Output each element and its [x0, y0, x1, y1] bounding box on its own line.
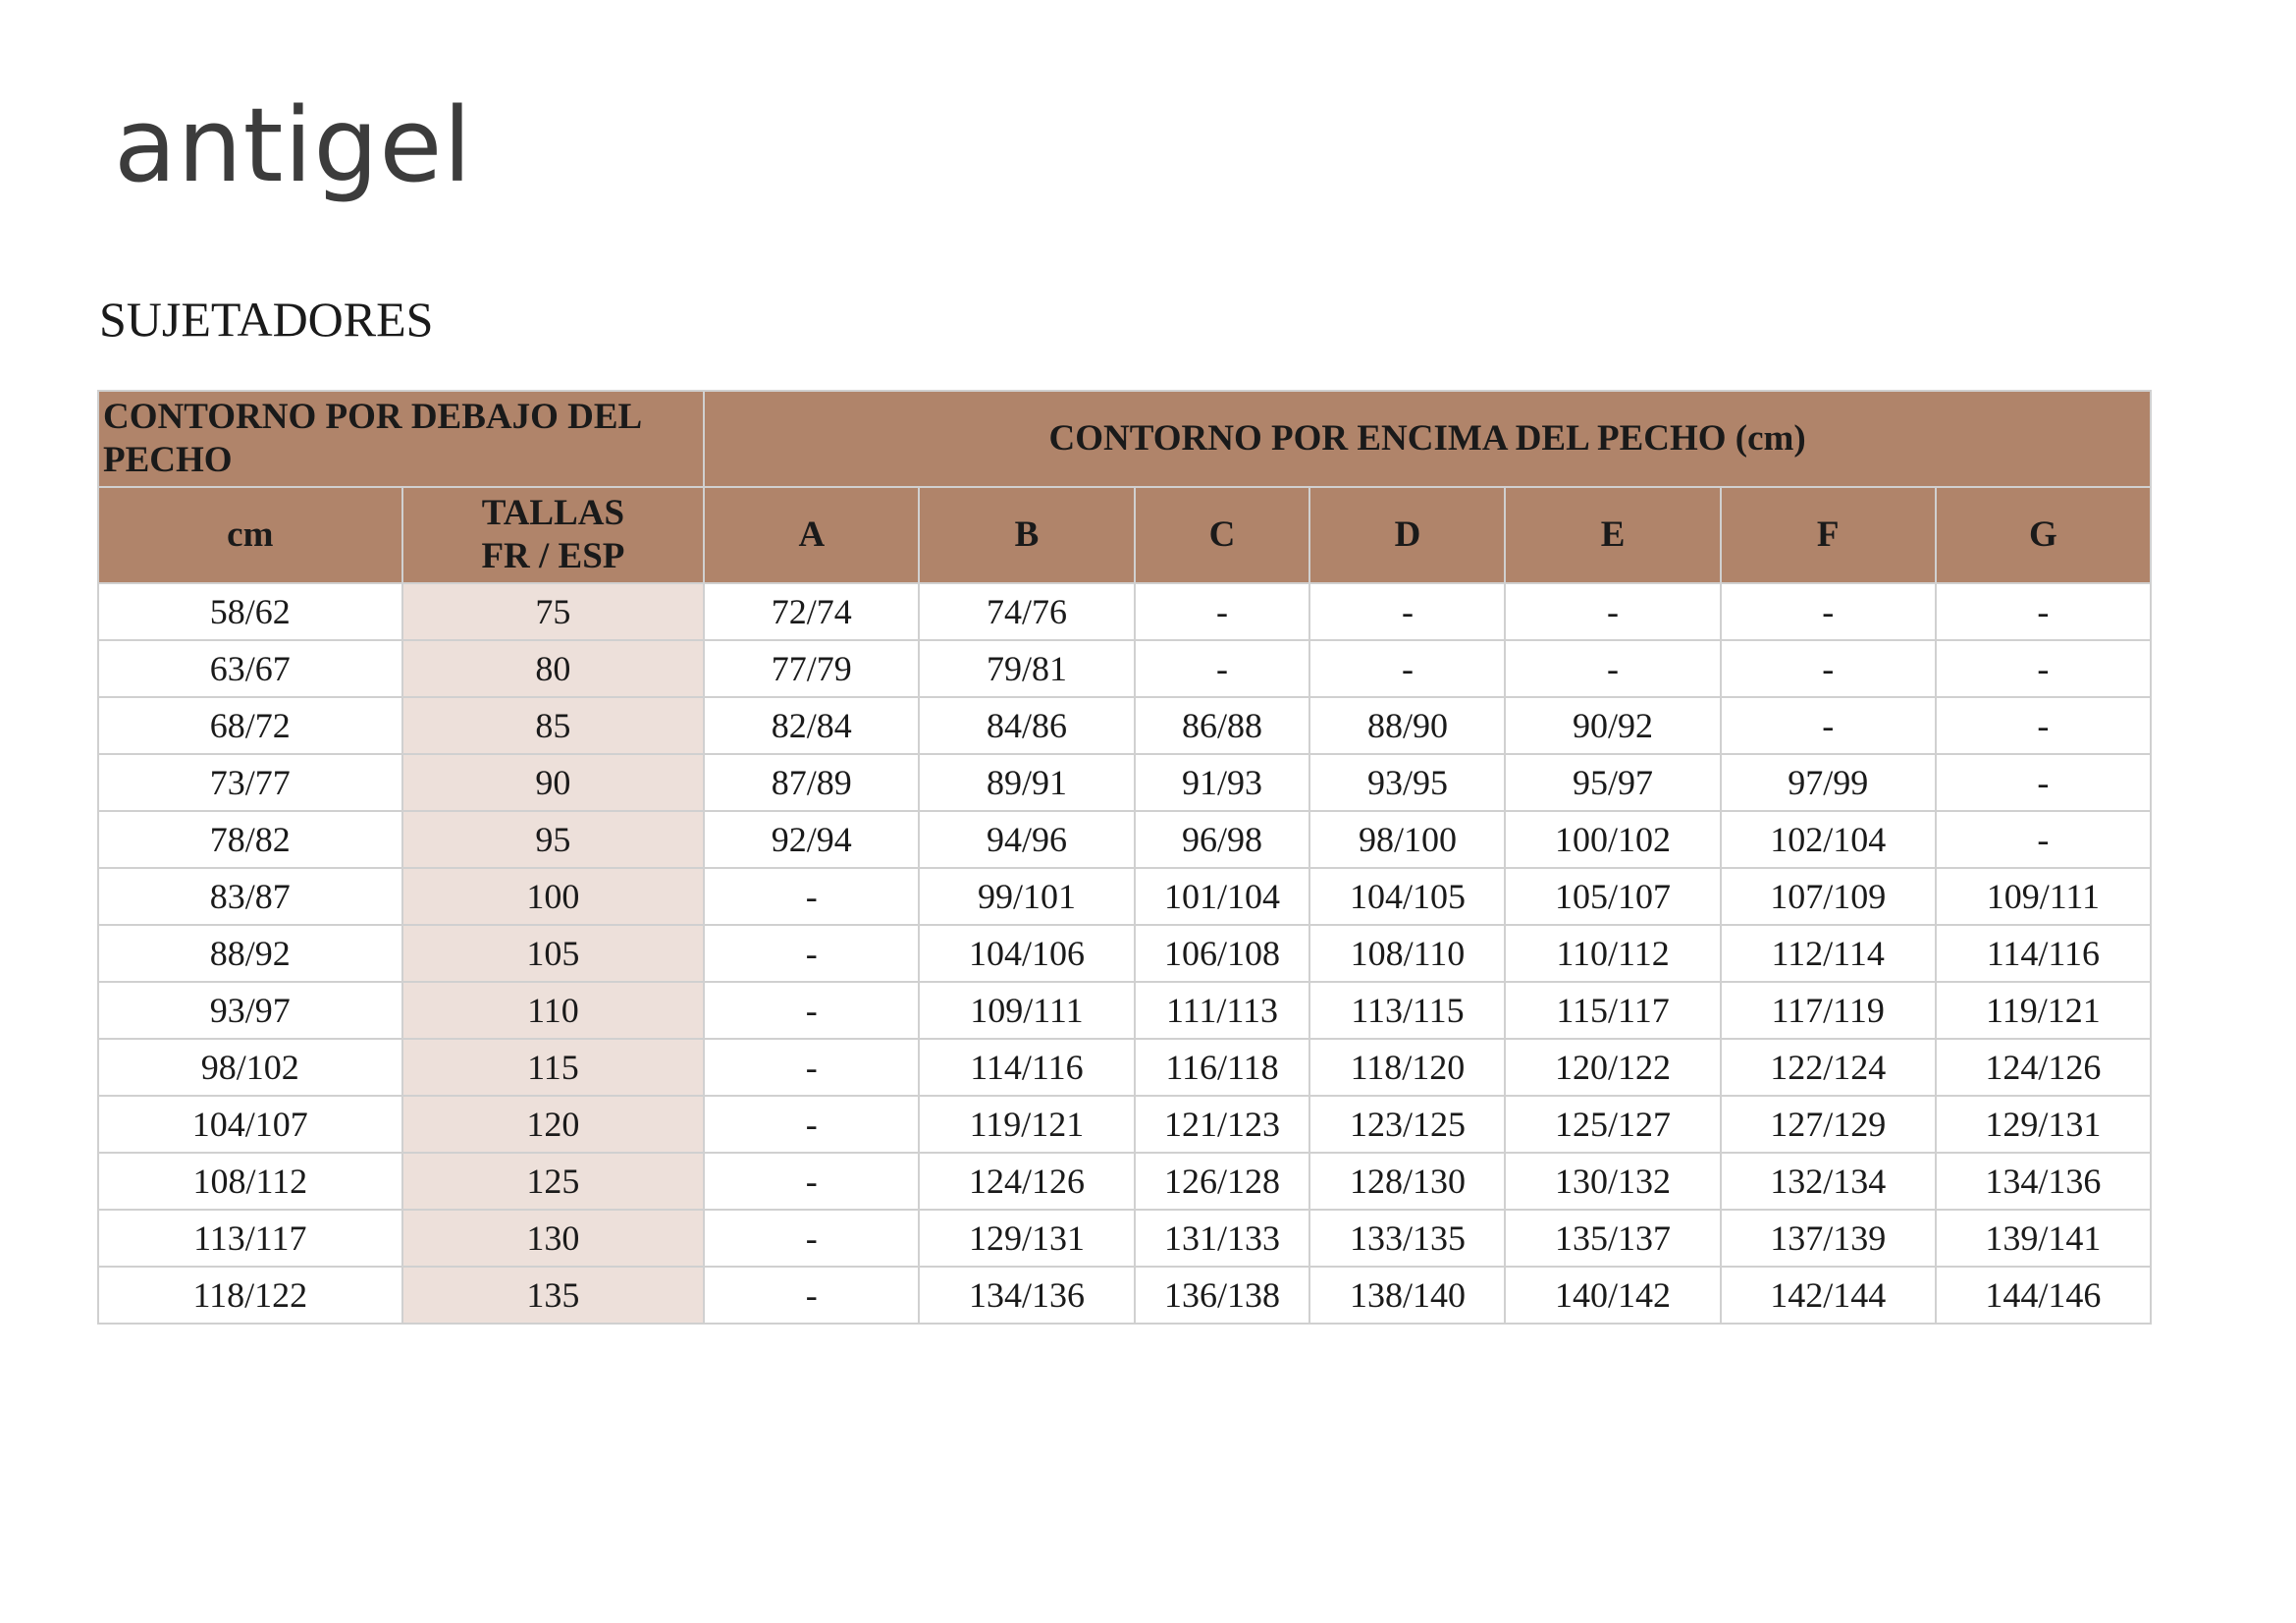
cell-cup-f: - — [1721, 697, 1936, 754]
cell-cup-f: 127/129 — [1721, 1096, 1936, 1153]
cell-cm: 83/87 — [98, 868, 402, 925]
cell-cup-g: - — [1936, 754, 2151, 811]
cell-cup-b: 84/86 — [919, 697, 1134, 754]
table-row — [98, 697, 2151, 754]
cell-cup-f: 122/124 — [1721, 1039, 1936, 1096]
table-row — [98, 754, 2151, 811]
table-row — [98, 583, 2151, 640]
cell-cup-b: 129/131 — [919, 1210, 1134, 1267]
cell-cup-g: 144/146 — [1936, 1267, 2151, 1324]
cell-cup-f: - — [1721, 583, 1936, 640]
cell-cup-d: 113/115 — [1309, 982, 1505, 1039]
cell-cup-c: 131/133 — [1135, 1210, 1310, 1267]
cell-cm: 104/107 — [98, 1096, 402, 1153]
table-row — [98, 1153, 2151, 1210]
cell-cup-a: - — [704, 1153, 919, 1210]
cell-cm: 63/67 — [98, 640, 402, 697]
cell-cup-a: - — [704, 982, 919, 1039]
cell-cup-e: 95/97 — [1505, 754, 1720, 811]
cell-tallas: 90 — [402, 754, 705, 811]
cell-cup-c: 96/98 — [1135, 811, 1310, 868]
cell-cup-d: 118/120 — [1309, 1039, 1505, 1096]
table-row — [98, 982, 2151, 1039]
cell-cup-a: - — [704, 1039, 919, 1096]
cell-cup-f: 107/109 — [1721, 868, 1936, 925]
cell-tallas: 110 — [402, 982, 705, 1039]
cell-cup-d: - — [1309, 583, 1505, 640]
cell-cup-c: 91/93 — [1135, 754, 1310, 811]
cell-cup-d: 108/110 — [1309, 925, 1505, 982]
cell-cm: 58/62 — [98, 583, 402, 640]
header-overbust: CONTORNO POR ENCIMA DEL PECHO (cm) — [704, 391, 2151, 487]
table-row — [98, 1096, 2151, 1153]
table-header-row — [98, 391, 2151, 487]
cell-cup-b: 119/121 — [919, 1096, 1134, 1153]
cell-cm: 93/97 — [98, 982, 402, 1039]
cell-cup-e: 135/137 — [1505, 1210, 1720, 1267]
cell-tallas: 85 — [402, 697, 705, 754]
column-header-cup-c: C — [1135, 487, 1310, 583]
cell-cup-c: 111/113 — [1135, 982, 1310, 1039]
cell-cup-g: 139/141 — [1936, 1210, 2151, 1267]
column-header-cup-f: F — [1721, 487, 1936, 583]
cell-cup-f: 102/104 — [1721, 811, 1936, 868]
header-underbust: CONTORNO POR DEBAJO DEL PECHO — [98, 391, 704, 487]
cell-cup-e: 90/92 — [1505, 697, 1720, 754]
cell-cup-g: - — [1936, 697, 2151, 754]
table-body — [98, 583, 2151, 1324]
cell-cm: 98/102 — [98, 1039, 402, 1096]
cell-cup-f: 137/139 — [1721, 1210, 1936, 1267]
table-row — [98, 868, 2151, 925]
cell-cup-c: - — [1135, 640, 1310, 697]
cell-cup-f: 132/134 — [1721, 1153, 1936, 1210]
cell-cup-g: 109/111 — [1936, 868, 2151, 925]
cell-cup-d: - — [1309, 640, 1505, 697]
cell-cup-c: - — [1135, 583, 1310, 640]
cell-tallas: 100 — [402, 868, 705, 925]
cell-cup-g: - — [1936, 811, 2151, 868]
column-header-cup-g: G — [1936, 487, 2151, 583]
column-header-cup-d: D — [1309, 487, 1505, 583]
size-table — [97, 390, 2152, 1325]
cell-cup-f: 117/119 — [1721, 982, 1936, 1039]
cell-cup-e: 140/142 — [1505, 1267, 1720, 1324]
cell-cup-g: - — [1936, 640, 2151, 697]
cell-cup-f: - — [1721, 640, 1936, 697]
cell-cm: 78/82 — [98, 811, 402, 868]
cell-cup-e: 125/127 — [1505, 1096, 1720, 1153]
cell-cup-c: 116/118 — [1135, 1039, 1310, 1096]
column-header-cup-b: B — [919, 487, 1134, 583]
table-row — [98, 811, 2151, 868]
cell-cm: 73/77 — [98, 754, 402, 811]
cell-cup-d: 138/140 — [1309, 1267, 1505, 1324]
cell-cup-f: 142/144 — [1721, 1267, 1936, 1324]
cell-cup-g: - — [1936, 583, 2151, 640]
cell-cup-e: - — [1505, 583, 1720, 640]
cell-tallas: 130 — [402, 1210, 705, 1267]
cell-cm: 118/122 — [98, 1267, 402, 1324]
cell-tallas: 115 — [402, 1039, 705, 1096]
cell-cup-b: 74/76 — [919, 583, 1134, 640]
cell-cup-e: 130/132 — [1505, 1153, 1720, 1210]
cell-tallas: 135 — [402, 1267, 705, 1324]
cell-cup-e: 110/112 — [1505, 925, 1720, 982]
cell-tallas: 125 — [402, 1153, 705, 1210]
cell-cup-b: 104/106 — [919, 925, 1134, 982]
column-header-tallas — [402, 487, 705, 583]
cell-cup-g: 124/126 — [1936, 1039, 2151, 1096]
cell-cup-e: - — [1505, 640, 1720, 697]
cell-cm: 68/72 — [98, 697, 402, 754]
cell-cup-c: 136/138 — [1135, 1267, 1310, 1324]
table-row — [98, 640, 2151, 697]
cell-cup-e: 120/122 — [1505, 1039, 1720, 1096]
section-title: SUJETADORES — [99, 292, 434, 347]
cell-cup-a: - — [704, 868, 919, 925]
cell-cup-b: 109/111 — [919, 982, 1134, 1039]
cell-cup-d: 133/135 — [1309, 1210, 1505, 1267]
table-row — [98, 925, 2151, 982]
cell-cup-d: 123/125 — [1309, 1096, 1505, 1153]
cell-cup-d: 104/105 — [1309, 868, 1505, 925]
cell-cup-c: 121/123 — [1135, 1096, 1310, 1153]
brand-logo: antigel — [114, 85, 473, 205]
cell-cup-f: 97/99 — [1721, 754, 1936, 811]
cell-cup-a: - — [704, 1267, 919, 1324]
cell-cup-a: 72/74 — [704, 583, 919, 640]
cell-cup-d: 98/100 — [1309, 811, 1505, 868]
cell-tallas: 105 — [402, 925, 705, 982]
cell-cm: 108/112 — [98, 1153, 402, 1210]
table-row — [98, 1267, 2151, 1324]
cell-cm: 113/117 — [98, 1210, 402, 1267]
cell-cm: 88/92 — [98, 925, 402, 982]
cell-cup-a: 87/89 — [704, 754, 919, 811]
cell-cup-b: 89/91 — [919, 754, 1134, 811]
column-header-cup-e: E — [1505, 487, 1720, 583]
cell-cup-g: 119/121 — [1936, 982, 2151, 1039]
cell-cup-c: 101/104 — [1135, 868, 1310, 925]
table-subheader-row — [98, 487, 2151, 583]
column-header-tallas-line2: FR / ESP — [481, 536, 625, 576]
cell-cup-b: 124/126 — [919, 1153, 1134, 1210]
cell-tallas: 120 — [402, 1096, 705, 1153]
column-header-cm: cm — [98, 487, 402, 583]
cell-cup-c: 86/88 — [1135, 697, 1310, 754]
cell-cup-d: 88/90 — [1309, 697, 1505, 754]
cell-cup-a: - — [704, 1210, 919, 1267]
cell-cup-g: 134/136 — [1936, 1153, 2151, 1210]
cell-cup-g: 114/116 — [1936, 925, 2151, 982]
cell-cup-g: 129/131 — [1936, 1096, 2151, 1153]
cell-cup-b: 114/116 — [919, 1039, 1134, 1096]
cell-cup-a: 77/79 — [704, 640, 919, 697]
cell-tallas: 95 — [402, 811, 705, 868]
cell-cup-d: 93/95 — [1309, 754, 1505, 811]
cell-cup-a: 92/94 — [704, 811, 919, 868]
cell-cup-e: 115/117 — [1505, 982, 1720, 1039]
cell-cup-e: 100/102 — [1505, 811, 1720, 868]
cell-cup-e: 105/107 — [1505, 868, 1720, 925]
cell-tallas: 75 — [402, 583, 705, 640]
cell-cup-a: - — [704, 925, 919, 982]
table-row — [98, 1039, 2151, 1096]
cell-cup-b: 94/96 — [919, 811, 1134, 868]
cell-cup-d: 128/130 — [1309, 1153, 1505, 1210]
cell-cup-c: 106/108 — [1135, 925, 1310, 982]
cell-cup-f: 112/114 — [1721, 925, 1936, 982]
cell-cup-b: 134/136 — [919, 1267, 1134, 1324]
cell-cup-c: 126/128 — [1135, 1153, 1310, 1210]
column-header-cup-a: A — [704, 487, 919, 583]
cell-cup-b: 99/101 — [919, 868, 1134, 925]
cell-cup-a: 82/84 — [704, 697, 919, 754]
table-row — [98, 1210, 2151, 1267]
column-header-tallas-line1: TALLAS — [481, 492, 625, 533]
cell-cup-a: - — [704, 1096, 919, 1153]
cell-tallas: 80 — [402, 640, 705, 697]
cell-cup-b: 79/81 — [919, 640, 1134, 697]
